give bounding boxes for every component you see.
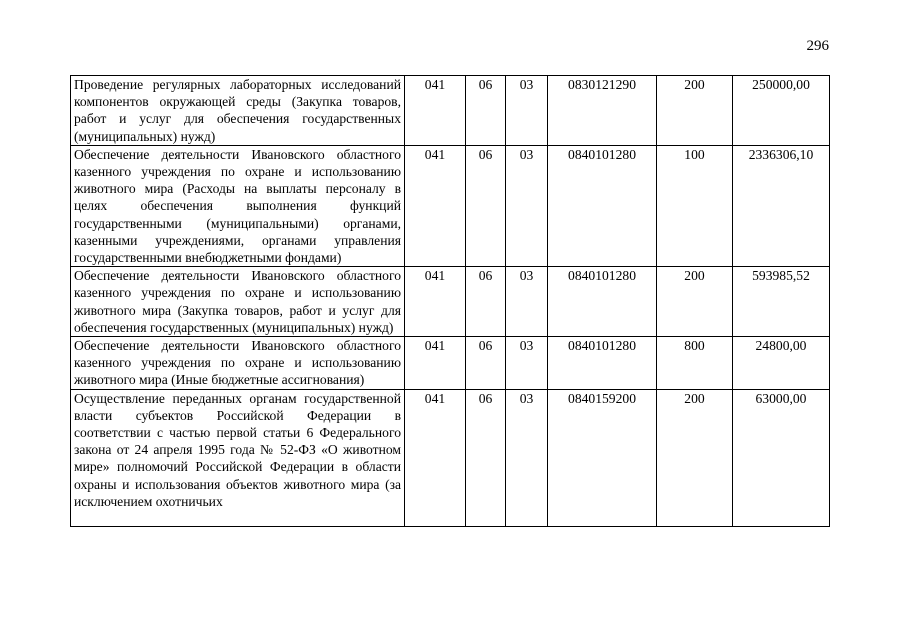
table-row [71, 76, 830, 146]
table-row [71, 337, 830, 390]
row-description: Обеспечение деятельности Ивановского областного казенного учреждения по охране и использованию животного мира (Иные бюджетные ассигнования) [71, 337, 405, 390]
row-description: Проведение регулярных лабораторных исследований компонентов окружающей среды (Закупка товаров, работ и услуг для обеспечения государственных (муниципальных) нужд) [71, 76, 405, 146]
target-article-code: 0840101280 [548, 267, 657, 337]
ministry-code: 041 [405, 145, 466, 266]
expense-type-code: 200 [657, 389, 733, 526]
section-code: 06 [466, 76, 506, 146]
table-row [71, 145, 830, 266]
subsection-code: 03 [506, 337, 548, 390]
table-row [71, 389, 830, 526]
ministry-code: 041 [405, 389, 466, 526]
section-code: 06 [466, 267, 506, 337]
row-description: Осуществление переданных органам государственной власти субъектов Российской Федерации в соответствии с частью первой статьи 6 Федерального закона от 24 апреля 1995 года № 52-ФЗ «О животном мире» полномочий Российской Федерации в области охраны и использования объектов животного мира (за исключением охотничьих [74, 390, 401, 509]
expense-type-code: 100 [657, 145, 733, 266]
row-description: Обеспечение деятельности Ивановского областного казенного учреждения по охране и использованию животного мира (Расходы на выплаты персоналу в целях обеспечения выполнения функций государственными (муниципальными) органами, казенными учреждениями, органами управления государственными внебюджетными фондами) [71, 145, 405, 266]
budget-table [70, 75, 830, 527]
expense-type-code: 200 [657, 76, 733, 146]
amount: 2336306,10 [733, 145, 830, 266]
expense-type-code: 200 [657, 267, 733, 337]
target-article-code: 0840101280 [548, 337, 657, 390]
page-number: 296 [806, 38, 829, 54]
amount: 593985,52 [733, 267, 830, 337]
section-code: 06 [466, 337, 506, 390]
ministry-code: 041 [405, 337, 466, 390]
subsection-code: 03 [506, 389, 548, 526]
target-article-code: 0840101280 [548, 145, 657, 266]
section-code: 06 [466, 145, 506, 266]
subsection-code: 03 [506, 267, 548, 337]
ministry-code: 041 [405, 267, 466, 337]
amount: 250000,00 [733, 76, 830, 146]
expense-type-code: 800 [657, 337, 733, 390]
target-article-code: 0830121290 [548, 76, 657, 146]
row-description-cell [71, 389, 405, 526]
table-row [71, 267, 830, 337]
subsection-code: 03 [506, 76, 548, 146]
row-description: Обеспечение деятельности Ивановского областного казенного учреждения по охране и использованию животного мира (Закупка товаров, работ и услуг для обеспечения государственных (муниципальных) нужд) [71, 267, 405, 337]
section-code: 06 [466, 389, 506, 526]
ministry-code: 041 [405, 76, 466, 146]
amount: 63000,00 [733, 389, 830, 526]
amount: 24800,00 [733, 337, 830, 390]
subsection-code: 03 [506, 145, 548, 266]
target-article-code: 0840159200 [548, 389, 657, 526]
